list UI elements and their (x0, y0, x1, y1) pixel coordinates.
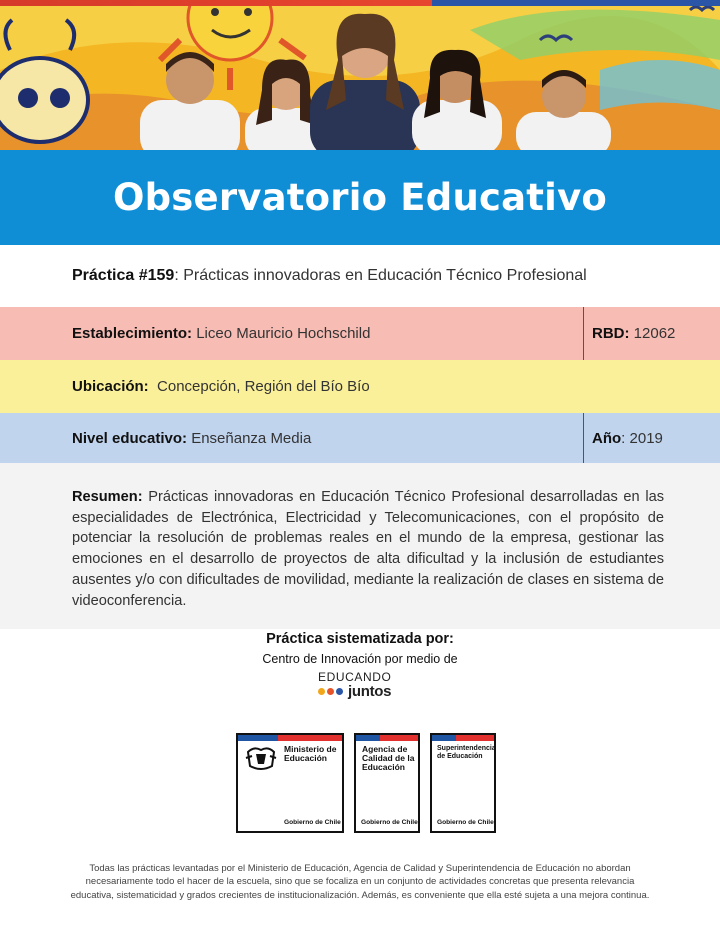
educando-logo-row (318, 683, 408, 700)
gov-flag-bar-blue (356, 735, 380, 741)
nivel-label: Nivel educativo: (72, 429, 188, 447)
credit-heading: Práctica sistematizada por: (266, 631, 454, 647)
superintendencia-line1: Superintendencia (437, 745, 496, 752)
coat-of-arms-icon (244, 744, 278, 772)
ubicacion-row (0, 360, 720, 413)
practica-label: Práctica #159 (72, 267, 175, 284)
superintendencia-line2: de Educación (437, 753, 483, 760)
agencia-footer: Gobierno de Chile (361, 819, 418, 826)
ministerio-line1: Ministerio de (284, 744, 337, 754)
footer-line: Todas las prácticas levantadas por el Ministerio de Educación, Agencia de Calidad y Superintendencia de Educación no abordan (89, 863, 631, 874)
nivel-row (0, 413, 720, 463)
educando-juntos-logo (318, 670, 408, 700)
agencia-line3: Educación (362, 762, 405, 772)
superintendencia-footer: Gobierno de Chile (437, 819, 494, 826)
resumen-box (0, 463, 720, 629)
practica-value: : Prácticas innovadoras en Educación Técnico Profesional (174, 267, 587, 284)
footer-line: necesariamente todo el hacer de la escuela, sino que se focaliza en un conjunto de actividades concretas que presenta relevancia (85, 876, 635, 888)
gov-flag-bar-red (456, 735, 494, 741)
resumen-text: Prácticas innovadoras en Educación Técnico Profesional desarrolladas en las especialidades de Electrónica, Electricidad y Telecomunicaciones, con el propósito de potenciar la resolución de problemas reales en el mundo de la empresa, gestionar las emociones en el desarrollo de proyectos de alta dificultad y la inclusión de estudiantes ausentes y/o con dificultades de movilidad, mediante la realización de clases en sistema de videoconferencia. (72, 489, 664, 609)
gov-flag-bar-blue (432, 735, 456, 741)
column-divider (583, 413, 584, 463)
juntos-logo-text: juntos (348, 683, 392, 700)
establecimiento-value: Liceo Mauricio Hochschild (192, 325, 371, 342)
rbd-cell (592, 307, 675, 360)
agencia-line1: Agencia de (362, 744, 408, 754)
agencia-line2: Calidad de la (362, 753, 415, 763)
establecimiento-label: Establecimiento: (72, 325, 193, 342)
rbd-label: RBD: (592, 325, 630, 342)
agencia-logo (354, 733, 420, 833)
hero-illustration (0, 0, 720, 150)
educando-logo-text: EDUCANDO (318, 670, 392, 684)
disclaimer-footer (60, 862, 660, 902)
rbd-value: 12062 (629, 325, 676, 342)
gov-flag-bar-red (278, 735, 342, 741)
credit-subheading: Centro de Innovación por medio de (262, 652, 458, 666)
hero-photo (0, 0, 720, 150)
logo-dot-icon (318, 688, 325, 695)
gov-flag-bar-red (380, 735, 418, 741)
page-title: Observatorio Educativo (112, 176, 608, 219)
resumen-label: Resumen: (72, 489, 143, 505)
hero-top-stripe (0, 0, 720, 6)
practica-row (0, 245, 720, 307)
column-divider (583, 307, 584, 360)
footer-line: educativa, sistematicidad y grados crecientes de institucionalización. Además, es conveniente que ella esté sujeta a una mejora continua. (70, 889, 650, 901)
logo-dot-icon (336, 688, 343, 695)
ministerio-footer: Gobierno de Chile (284, 819, 341, 826)
establecimiento-cell (72, 307, 370, 360)
nivel-value: Enseñanza Media (187, 429, 312, 447)
nivel-cell (72, 413, 311, 463)
establecimiento-row (0, 307, 720, 360)
ubicacion-cell (72, 360, 370, 413)
anio-label: Año (592, 429, 622, 447)
title-banner (0, 150, 720, 245)
anio-cell (592, 413, 663, 463)
logo-dot-icon (327, 688, 334, 695)
ministerio-line2: Educación (284, 753, 327, 763)
ministerio-logo (236, 733, 344, 833)
superintendencia-logo (430, 733, 496, 833)
ubicacion-value: Concepción, Región del Bío Bío (148, 378, 370, 395)
gov-flag-bar-blue (238, 735, 278, 741)
anio-value: : 2019 (621, 429, 663, 447)
ubicacion-label: Ubicación: (72, 378, 149, 395)
